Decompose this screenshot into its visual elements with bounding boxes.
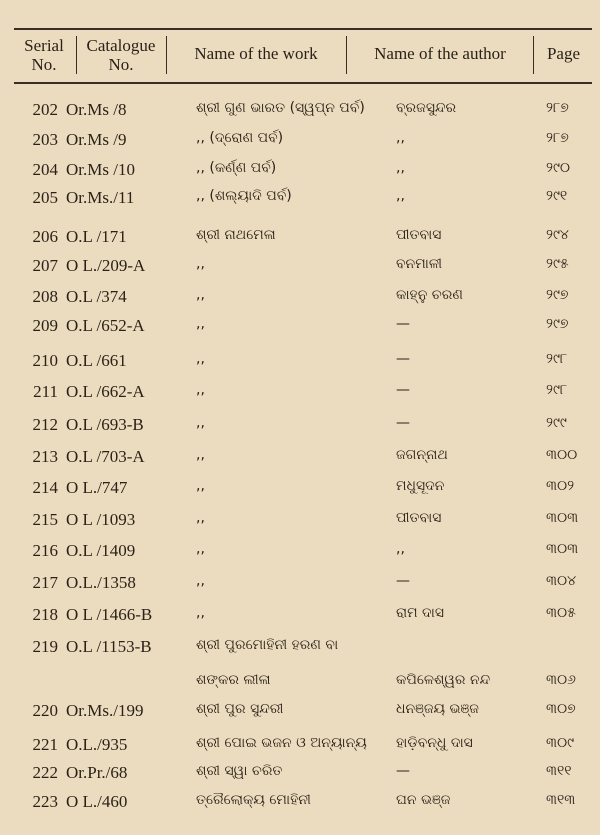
catalogue-number: O.L /662-A <box>66 382 145 401</box>
author-name: ହାଡ଼ିବନ୍ଧୁ ଦାସ <box>396 735 473 751</box>
catalogue-number: Or.Ms /9 <box>66 130 127 149</box>
top-rule <box>14 28 592 30</box>
serial-number: 206 <box>32 227 58 246</box>
serial-number: 223 <box>32 792 58 811</box>
author-name: ବନମାଳୀ <box>396 256 443 272</box>
catalogue-number: Or.Ms /10 <box>66 160 135 179</box>
catalogue-number: Or.Ms./199 <box>66 701 144 720</box>
author-name: ଘନ ଭଞ୍ଜ <box>396 792 451 808</box>
author-name: ବ୍ରଜସୁନ୍ଦର <box>396 100 457 116</box>
page-number: ୨୯୦ <box>546 160 571 176</box>
author-name: — <box>396 763 410 779</box>
work-name: ଶ୍ରୀ ସ୍ୱା ଚରିତ <box>196 763 283 779</box>
catalogue-number: O.L /703-A <box>66 447 145 466</box>
serial-number: 211 <box>33 382 58 401</box>
work-name: ଶ୍ରୀ ପୋଇ ଭଜନ ଓ ଅନ୍ୟାନ୍ୟ <box>196 735 367 751</box>
work-name: ,, (ଦ୍ରୋଣ ପର୍ବ) <box>196 130 284 146</box>
catalogue-number: O.L /1153-B <box>66 637 152 656</box>
author-name: ଜଗନ୍ନାଥ <box>396 447 448 463</box>
page-number: ୩୦୩ <box>546 510 579 526</box>
author-name: — <box>396 351 410 367</box>
serial-number: 204 <box>32 160 58 179</box>
work-name: ଶଙ୍କର ଲୀଳା <box>196 672 271 688</box>
serial-number: 214 <box>32 478 58 497</box>
serial-number: 220 <box>32 701 58 720</box>
page-number: ୩୦୦ <box>546 447 578 463</box>
serial-number: 217 <box>32 573 58 592</box>
table-row <box>0 637 600 667</box>
catalogue-number: O L /1093 <box>66 510 136 529</box>
table-row <box>0 415 600 445</box>
work-name: ,, <box>196 287 205 303</box>
author-name: — <box>396 415 410 431</box>
column-divider <box>166 36 167 74</box>
serial-number: 216 <box>32 541 58 560</box>
serial-number: 208 <box>32 287 58 306</box>
header-catalogue: Catalogue No. <box>86 36 156 74</box>
catalogue-number: O.L /652-A <box>66 316 145 335</box>
page-number: ୨୯୮ <box>546 351 568 367</box>
page-number: ୩୦୬ <box>546 672 576 688</box>
header-serial: Serial No. <box>24 36 64 74</box>
header-work: Name of the work <box>194 44 318 63</box>
author-name: — <box>396 382 410 398</box>
work-name: ତ୍ରୈଲୋକ୍ୟ ମୋହିନୀ <box>196 792 311 808</box>
work-name: ,, <box>196 256 205 272</box>
catalogue-number: Or.Pr./68 <box>66 763 128 782</box>
author-name: କପିଳେଶ୍ୱର ନନ୍ଦ <box>396 672 491 688</box>
page-number: ୩୧୧ <box>546 763 572 779</box>
page-number: ୨୯୮ <box>546 382 568 398</box>
serial-number: 205 <box>32 188 58 207</box>
catalogue-number: Or.Ms /8 <box>66 100 127 119</box>
catalogue-number: Or.Ms./11 <box>66 188 135 207</box>
author-name: କାହ୍ନୁ ଚରଣ <box>396 287 463 303</box>
author-name: ,, <box>396 541 405 557</box>
table-row <box>0 227 600 257</box>
serial-number: 218 <box>32 605 58 624</box>
table-row <box>0 351 600 381</box>
work-name: ,, <box>196 316 205 332</box>
header-rule <box>14 82 592 84</box>
catalogue-number: O.L /1409 <box>66 541 136 560</box>
catalogue-number: O L./209-A <box>66 256 146 275</box>
table-row <box>0 541 600 571</box>
author-name: — <box>396 573 410 589</box>
serial-number: 202 <box>32 100 58 119</box>
page-number: ୨୮୭ <box>546 130 569 146</box>
author-name: ରାମ ଦାସ <box>396 605 445 621</box>
table-row <box>0 735 600 765</box>
catalogue-number: O.L /693-B <box>66 415 144 434</box>
serial-number: 213 <box>32 447 58 466</box>
header-author: Name of the author <box>374 44 506 63</box>
author-name: ପୀତବାସ <box>396 227 442 243</box>
page-number: ୨୯୯ <box>546 415 567 431</box>
page-number: ୩୦୩ <box>546 541 579 557</box>
catalogue-number: O.L /661 <box>66 351 127 370</box>
table-row <box>0 188 600 218</box>
work-name: ,, <box>196 510 205 526</box>
table-row <box>0 478 600 508</box>
author-name: ,, <box>396 188 405 204</box>
work-name: ,, <box>196 415 205 431</box>
table-row <box>0 672 600 702</box>
catalogue-number: O.L /171 <box>66 227 127 246</box>
work-name: ,, <box>196 605 205 621</box>
work-name: ,, <box>196 447 205 463</box>
page-number: ୩୦୨ <box>546 478 575 494</box>
work-name: ,, (କର୍ଣ୍ଣ ପର୍ବ) <box>196 160 277 176</box>
column-divider <box>346 36 347 74</box>
catalogue-number: O.L /374 <box>66 287 127 306</box>
table-row <box>0 160 600 190</box>
page-number: ୨୯୧ <box>546 188 568 204</box>
table-row <box>0 510 600 540</box>
table-row <box>0 447 600 477</box>
author-name: ,, <box>396 160 405 176</box>
page-number: ୨୯୭ <box>546 287 569 303</box>
page-number: ୨୯୭ <box>546 316 569 332</box>
work-name: ,, <box>196 351 205 367</box>
work-name: ଶ୍ରୀ ଗୁଣ ଭାରତ (ସ୍ୱପ୍ନ ପର୍ବ) <box>196 100 365 116</box>
catalogue-number: O L./460 <box>66 792 128 811</box>
serial-number: 203 <box>32 130 58 149</box>
page-number: ୩୧୩ <box>546 792 576 808</box>
work-name: ଶ୍ରୀ ନାଥମେଳା <box>196 227 276 243</box>
author-name: ଧନଞ୍ଜୟ ଭଞ୍ଜ <box>396 701 479 717</box>
catalogue-number: O.L./1358 <box>66 573 136 592</box>
serial-number: 219 <box>32 637 58 656</box>
header-page: Page <box>546 44 581 63</box>
table-row <box>0 130 600 160</box>
table-row <box>0 763 600 793</box>
table-row <box>0 316 600 346</box>
work-name: ଶ୍ରୀ ପୁର ସୁନ୍ଦରୀ <box>196 701 284 717</box>
table-row <box>0 605 600 635</box>
page-number: ୩୦୫ <box>546 605 576 621</box>
work-name: ,, <box>196 478 205 494</box>
work-name: ,, <box>196 382 205 398</box>
page-number: ୩୦୯ <box>546 735 575 751</box>
table-row <box>0 701 600 731</box>
table-row <box>0 287 600 317</box>
serial-number: 221 <box>32 735 58 754</box>
serial-number: 215 <box>32 510 58 529</box>
page-number: ୩୦୪ <box>546 573 577 589</box>
page-number: ୨୯୫ <box>546 256 569 272</box>
catalogue-number: O L./747 <box>66 478 128 497</box>
work-name: ,, (ଶଲ୍ୟାଦି ପର୍ବ) <box>196 188 292 204</box>
author-name: ମଧୁସୂଦନ <box>396 478 445 494</box>
table-row <box>0 382 600 412</box>
catalogue-number: O.L./935 <box>66 735 128 754</box>
table-row <box>0 573 600 603</box>
serial-number: 209 <box>32 316 58 335</box>
serial-number: 212 <box>32 415 58 434</box>
table-row <box>0 100 600 130</box>
serial-number: 222 <box>32 763 58 782</box>
work-name: ,, <box>196 541 205 557</box>
author-name: ,, <box>396 130 405 146</box>
column-divider <box>76 36 77 74</box>
page-number: ୨୮୭ <box>546 100 569 116</box>
page-number: ୨୯୪ <box>546 227 569 243</box>
work-name: ଶ୍ରୀ ପୁରମୋହିନୀ ହରଣ ବା <box>196 637 339 653</box>
serial-number: 207 <box>32 256 58 275</box>
work-name: ,, <box>196 573 205 589</box>
serial-number: 210 <box>32 351 58 370</box>
column-divider <box>533 36 534 74</box>
table-row <box>0 256 600 286</box>
author-name: ପୀତବାସ <box>396 510 442 526</box>
author-name: — <box>396 316 410 332</box>
page-number: ୩୦୭ <box>546 701 576 717</box>
catalogue-number: O L /1466-B <box>66 605 153 624</box>
table-row <box>0 792 600 822</box>
